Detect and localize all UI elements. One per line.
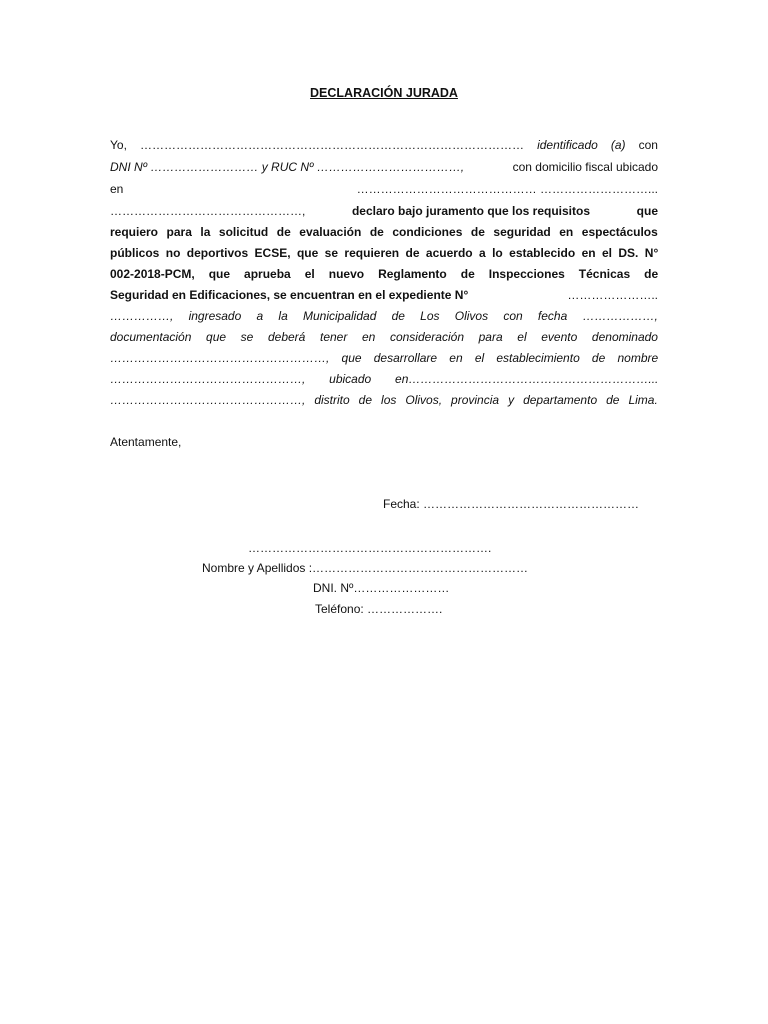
- text-en: en: [110, 182, 124, 196]
- body-line-1: [110, 138, 658, 153]
- text-yo: Yo,: [110, 138, 127, 152]
- text-identificado: identificado: [537, 138, 598, 152]
- body-line-5: requiero para la solicitud de evaluación de condiciones de seguridad en espectáculos: [110, 225, 658, 239]
- body-line-3: [110, 182, 658, 197]
- blank-name: ……………………………………………………………………………………: [140, 138, 524, 152]
- dni-field: DNI. Nº……………………: [313, 581, 450, 595]
- text-con: con: [638, 138, 658, 152]
- text-que: que: [636, 204, 658, 218]
- fecha-field: Fecha: ………………………………………………: [383, 497, 640, 511]
- body-line-10: documentación que se deberá tener en consideración para el evento denominado: [110, 330, 658, 344]
- body-line-2: [110, 160, 658, 175]
- body-line-9: ……………, ingresado a la Municipalidad de Los Olivos con fecha ………………,: [110, 309, 658, 323]
- body-line-8: [110, 288, 658, 303]
- body-line-7: 002-2018-PCM, que aprueba el nuevo Reglamento de Inspecciones Técnicas de: [110, 267, 659, 281]
- nombre-field: Nombre y Apellidos :………………………………………………: [202, 561, 529, 575]
- text-dni-ruc: DNI Nº ……………………… y RUC Nº ………………………………,: [110, 160, 465, 174]
- blank-expediente: …………………..: [567, 288, 658, 302]
- body-line-4: [110, 204, 658, 219]
- signature-line: …………………………………………………….: [248, 541, 492, 555]
- text-declaro: declaro bajo juramento que los requisitos: [351, 204, 591, 218]
- document-title: DECLARACIÓN JURADA: [310, 86, 458, 100]
- text-domicilio: con domicilio fiscal ubicado: [512, 160, 658, 174]
- blank-address-2: …………………………………………,: [110, 204, 306, 218]
- text-a: (a): [610, 138, 626, 152]
- text-expediente: Seguridad en Edificaciones, se encuentran en el expediente N°: [110, 288, 469, 302]
- body-line-11: ………………………………………………, que desarrollare en el establecimiento de nombre: [110, 351, 659, 365]
- blank-address: ……………………………………… ………………………...: [356, 182, 658, 196]
- telefono-field: Teléfono: ……………….: [315, 602, 443, 616]
- body-line-12: …………………………………………, ubicado en……………………………………………………...: [110, 372, 659, 386]
- body-line-6: públicos no deportivos ECSE, que se requieren de acuerdo a lo establecido en el DS. N°: [110, 246, 659, 260]
- closing-text: Atentamente,: [110, 435, 182, 449]
- body-line-13: …………………………………………, distrito de los Olivos, provincia y departamento de Lima.: [110, 393, 658, 407]
